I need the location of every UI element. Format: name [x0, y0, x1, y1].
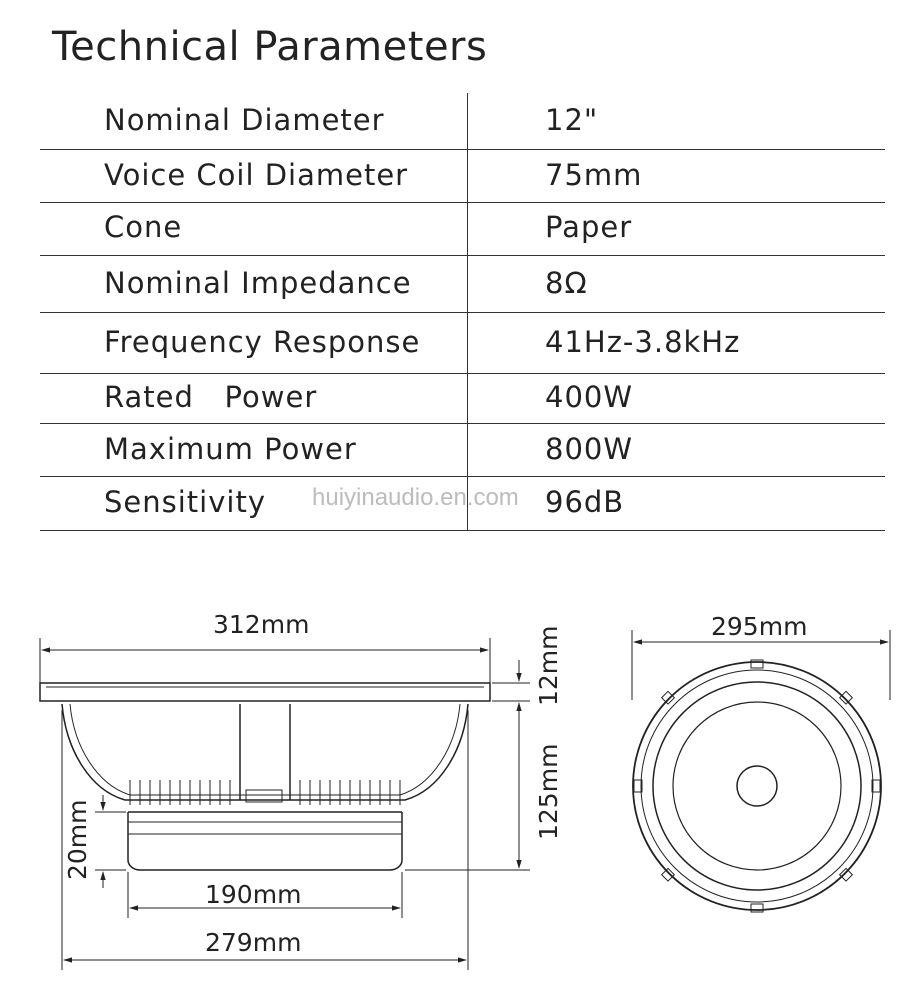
- spec-value-maximum-power: 800W: [545, 432, 634, 466]
- row-divider: [40, 149, 885, 150]
- front-view-drawing: [632, 630, 890, 912]
- watermark: huiyinaudio.en.com: [312, 484, 519, 511]
- speaker-dimension-drawing: [0, 560, 923, 1000]
- row-divider: [40, 202, 885, 203]
- spec-label-nominal-impedance: Nominal Impedance: [104, 266, 412, 300]
- row-divider: [40, 423, 885, 424]
- dim-total-height: 125mm: [534, 743, 563, 840]
- spec-label-sensitivity: Sensitivity: [104, 485, 266, 519]
- row-divider: [40, 476, 885, 477]
- dim-overall-width: 312mm: [213, 610, 310, 639]
- row-divider: [40, 312, 885, 313]
- side-view-drawing: [40, 638, 530, 970]
- row-divider: [40, 530, 885, 531]
- dim-magnet-diameter: 190mm: [205, 880, 302, 909]
- spec-label-cone: Cone: [104, 210, 183, 244]
- spec-value-cone: Paper: [545, 210, 633, 244]
- dim-basket-width: 279mm: [205, 928, 302, 957]
- spec-value-nominal-diameter: 12": [545, 103, 599, 137]
- spec-value-sensitivity: 96dB: [545, 485, 625, 519]
- row-divider: [40, 255, 885, 256]
- spec-label-maximum-power: Maximum Power: [104, 432, 357, 466]
- dim-magnet-height: 20mm: [63, 799, 92, 880]
- page-title: Technical Parameters: [52, 24, 488, 70]
- spec-label-rated-power: Rated Power: [104, 380, 318, 414]
- spec-label-frequency-response: Frequency Response: [104, 325, 421, 359]
- spec-value-rated-power: 400W: [545, 380, 634, 414]
- dim-flange-height: 12mm: [534, 625, 563, 706]
- spec-label-nominal-diameter: Nominal Diameter: [104, 103, 385, 137]
- dim-front-diameter: 295mm: [711, 612, 808, 641]
- spec-value-frequency-response: 41Hz-3.8kHz: [545, 325, 741, 359]
- spec-value-nominal-impedance: 8Ω: [545, 266, 588, 300]
- spec-value-voice-coil-diameter: 75mm: [545, 158, 643, 192]
- spec-table: [40, 93, 885, 531]
- spec-label-voice-coil-diameter: Voice Coil Diameter: [104, 158, 409, 192]
- row-divider: [40, 373, 885, 374]
